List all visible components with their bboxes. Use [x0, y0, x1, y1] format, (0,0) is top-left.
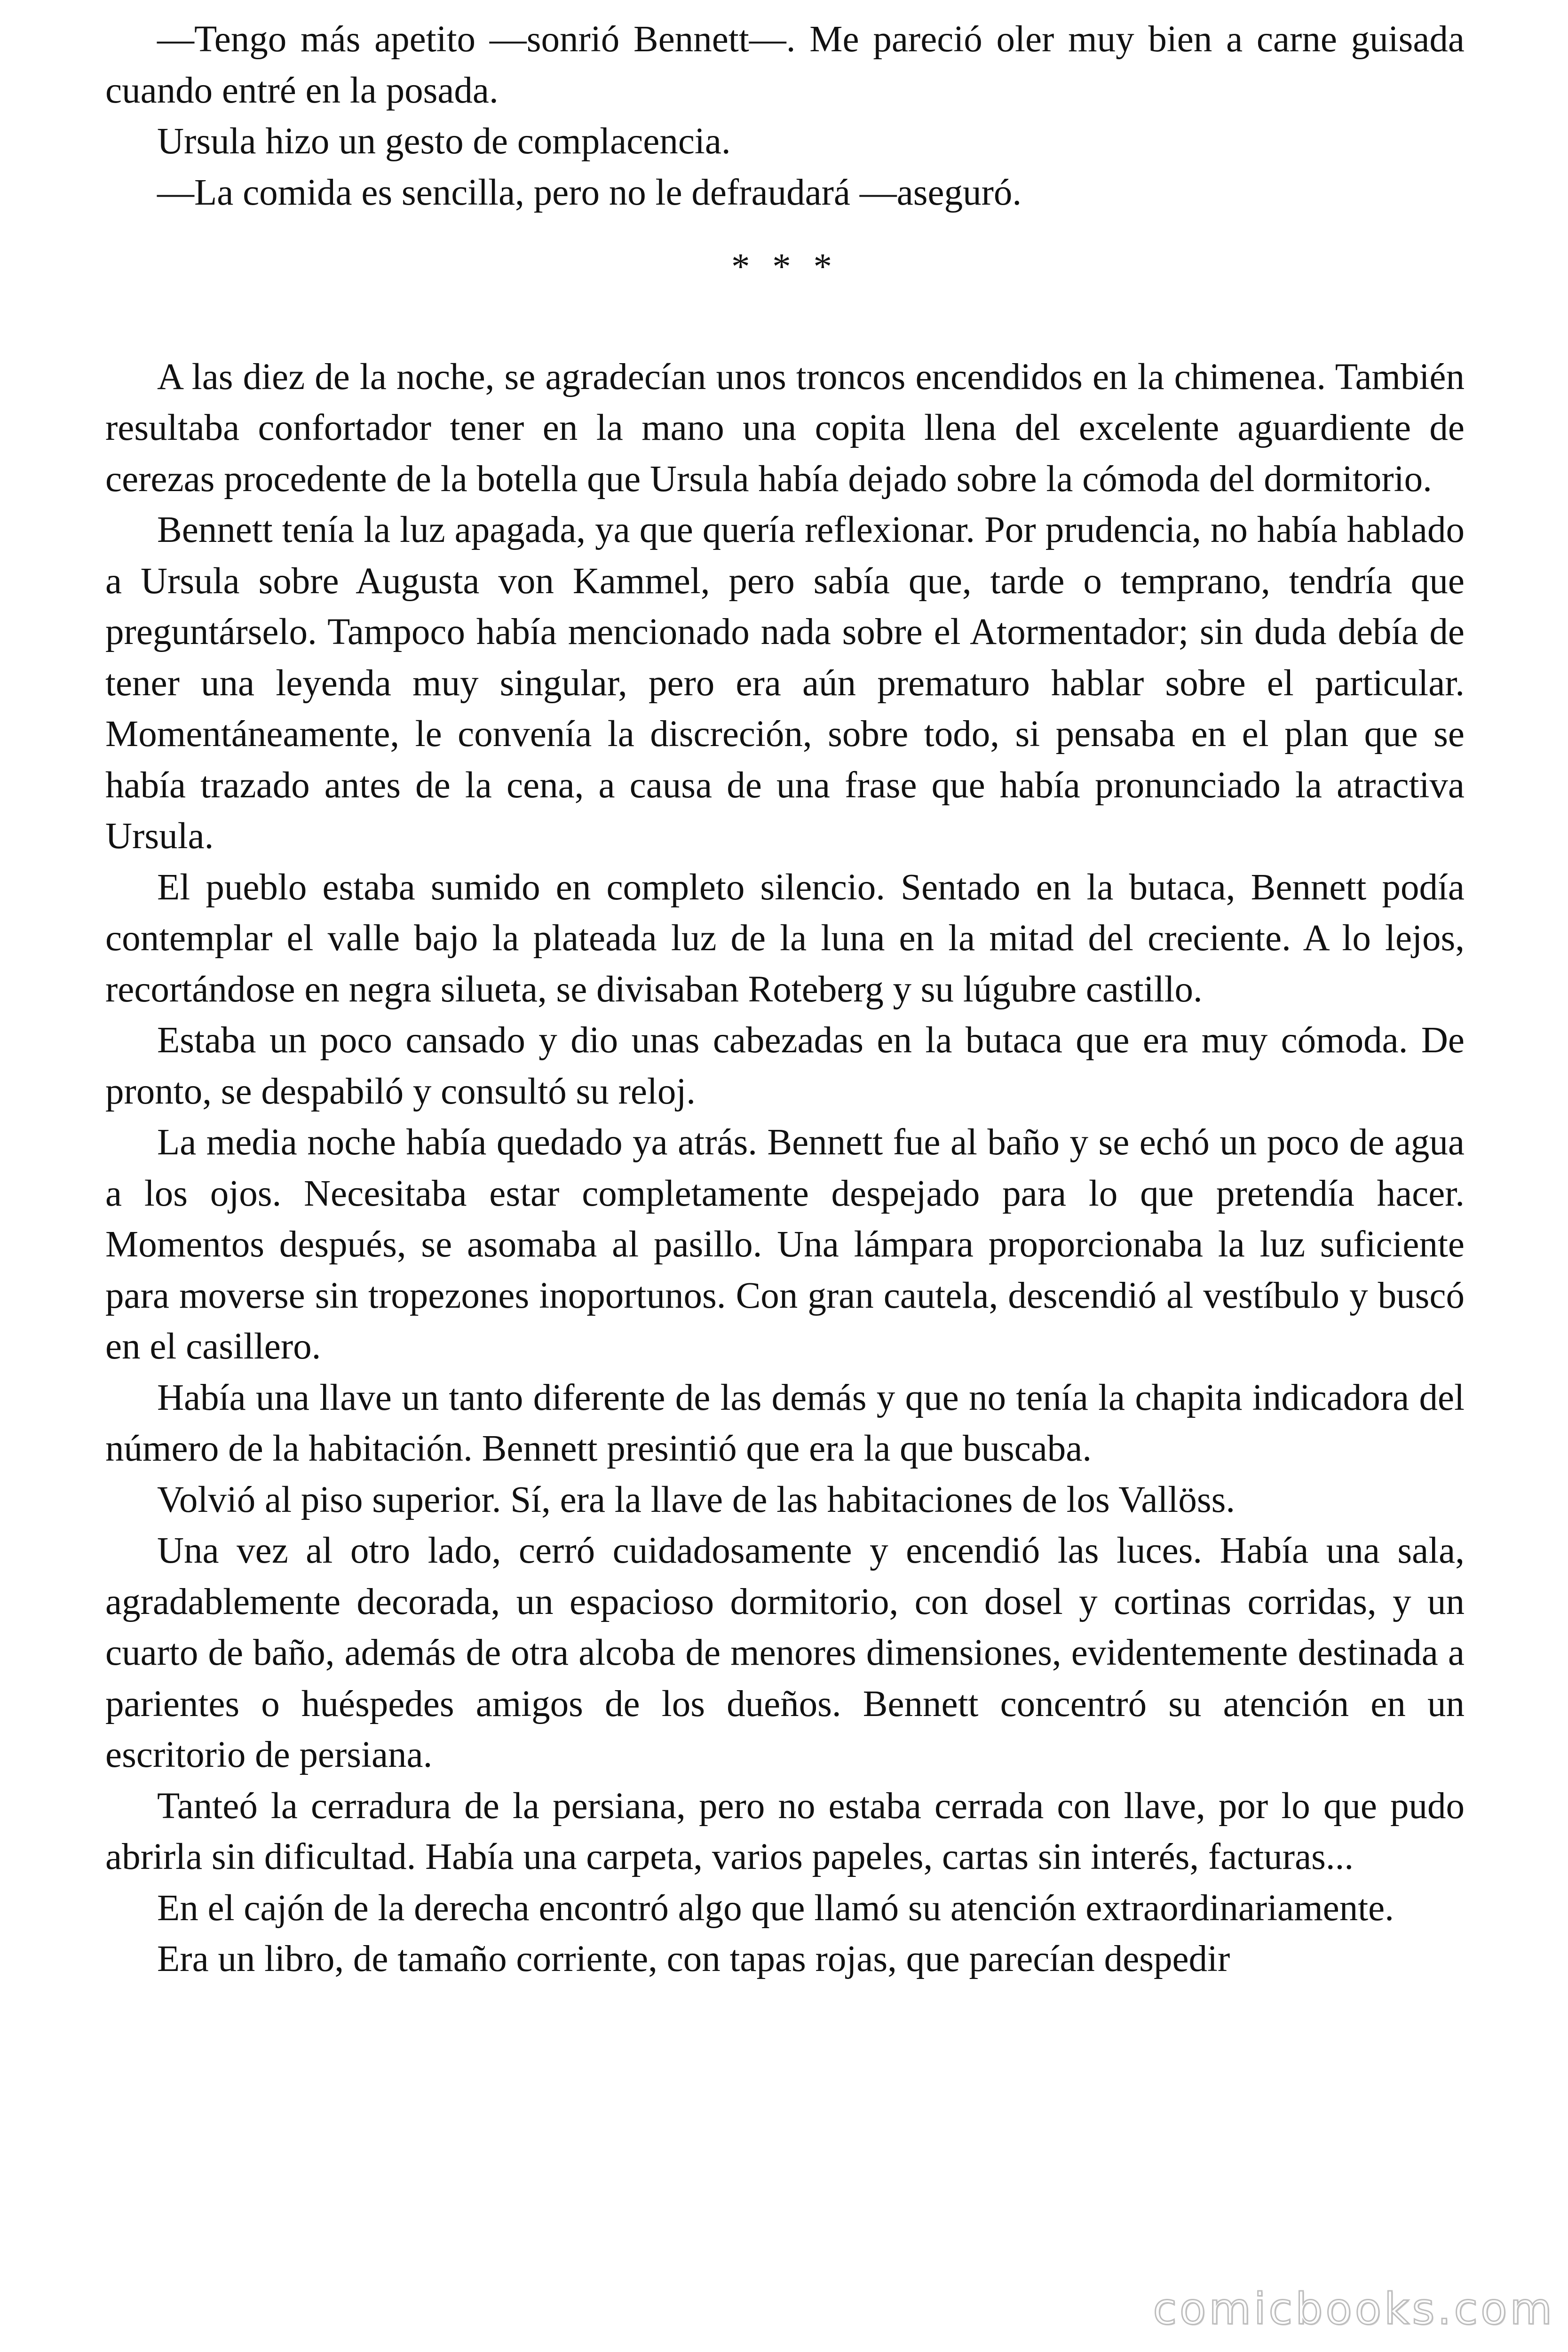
paragraph: Ursula hizo un gesto de complacencia.	[157, 121, 731, 162]
paragraph: La media noche había quedado ya atrás. Bennett fue al baño y se echó un poco de agua a los ojos. Necesitaba estar completamente despejado para lo que pretendía hacer. Momentos después, se asomaba al pasillo. Una lámpara proporcionaba la luz suficiente para moverse sin tropezones inoportunos. Con gran cautela, descendió al vestíbulo y buscó en el casillero.	[105, 1122, 1465, 1367]
paragraph: Era un libro, de tamaño corriente, con tapas rojas, que parecían despedir	[157, 1939, 1230, 1979]
section-separator: * * *	[731, 246, 839, 287]
paragraph: En el cajón de la derecha encontró algo que llamó su atención extraordinariamente.	[157, 1887, 1394, 1929]
book-page	[105, 14, 1465, 1985]
paragraph: A las diez de la noche, se agradecían unos troncos encendidos en la chimenea. También resultaba confortador tener en la mano una copita llena del excelente aguardiente de cerezas procedente de la botella que Ursula había dejado sobre la cómoda del dormitorio.	[105, 356, 1465, 500]
paragraph: Bennett tenía la luz apagada, ya que quería reflexionar. Por prudencia, no había hablado a Ursula sobre Augusta von Kammel, pero sabía que, tarde o temprano, tendría que preguntárselo. Tampoco había mencionado nada sobre el Atormentador; sin duda debía de tener una leyenda muy singular, pero era aún prematuro hablar sobre el particular. Momentáneamente, le convenía la discreción, sobre todo, si pensaba en el plan que se había trazado antes de la cena, a causa de una frase que había pronunciado la atractiva Ursula.	[105, 509, 1465, 857]
paragraph: Estaba un poco cansado y dio unas cabezadas en la butaca que era muy cómoda. De pronto, se despabiló y consultó su reloj.	[105, 1020, 1465, 1112]
paragraph: —La comida es sencilla, pero no le defraudará —aseguró.	[157, 172, 1022, 213]
paragraph: Volvió al piso superior. Sí, era la llave de las habitaciones de los Vallöss.	[157, 1479, 1235, 1520]
paragraph: Una vez al otro lado, cerró cuidadosamente y encendió las luces. Había una sala, agradablemente decorada, un espacioso dormitorio, con dosel y cortinas corridas, y un cuarto de baño, además de otra alcoba de menores dimensiones, evidentemente destinada a parientes o huéspedes amigos de los dueños. Bennett concentró su atención en un escritorio de persiana.	[105, 1530, 1465, 1775]
paragraph: —Tengo más apetito —sonrió Bennett—. Me pareció oler muy bien a carne guisada cuando entré en la posada.	[105, 19, 1465, 111]
paragraph: Había una llave un tanto diferente de las demás y que no tenía la chapita indicadora del número de la habitación. Bennett presintió que era la que buscaba.	[105, 1377, 1465, 1469]
paragraph: Tanteó la cerradura de la persiana, pero no estaba cerrada con llave, por lo que pudo abrirla sin dificultad. Había una carpeta, varios papeles, cartas sin interés, facturas...	[105, 1785, 1465, 1877]
paragraph: El pueblo estaba sumido en completo silencio. Sentado en la butaca, Bennett podía contemplar el valle bajo la plateada luz de la luna en la mitad del creciente. A lo lejos, recortándose en negra silueta, se divisaban Roteberg y su lúgubre castillo.	[105, 866, 1465, 1010]
watermark: comicbooks.com	[1153, 2284, 1555, 2334]
